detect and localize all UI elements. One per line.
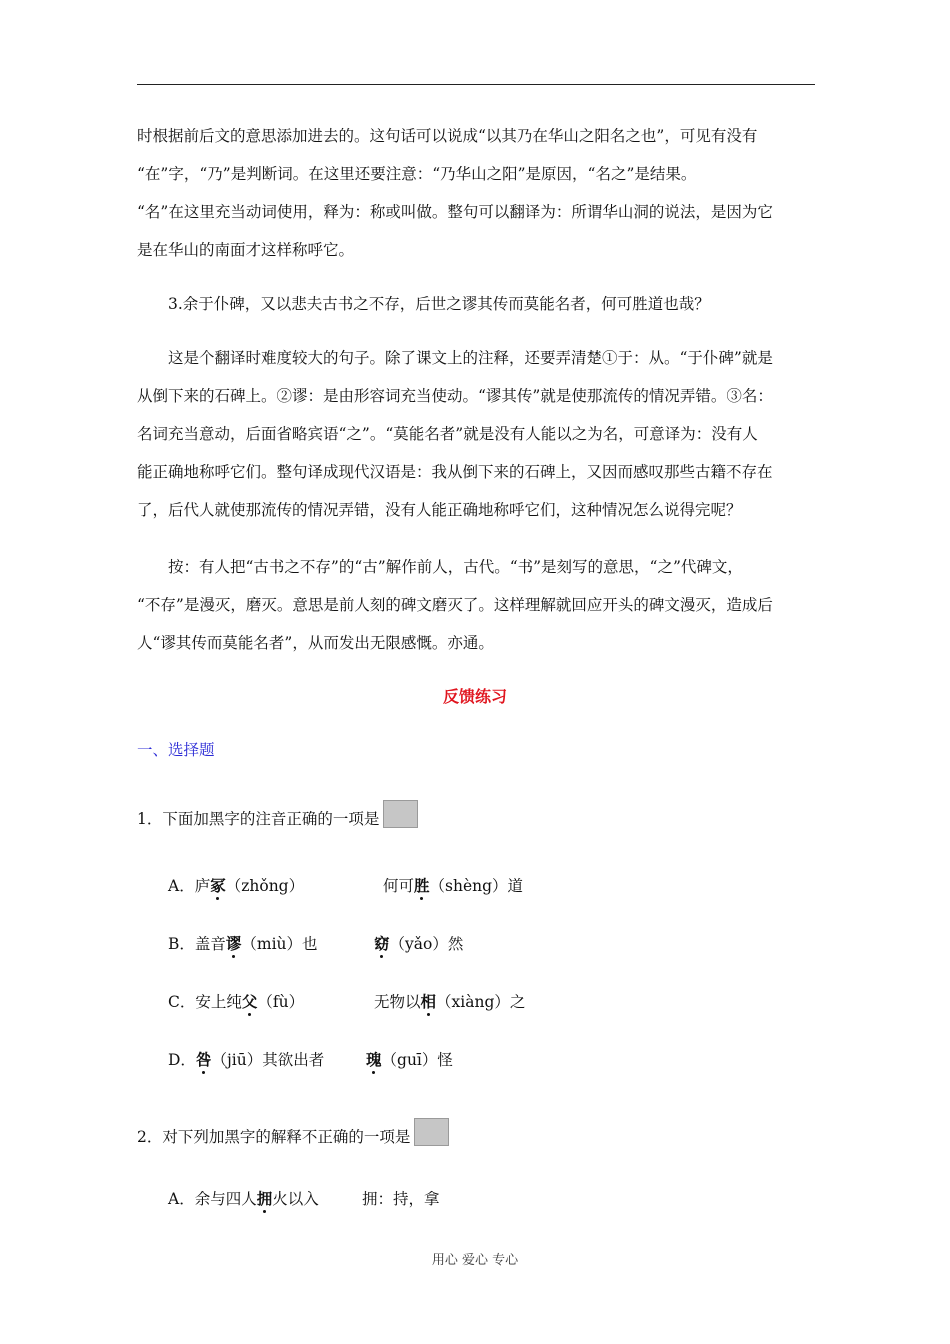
text-line: 这是个翻译时难度较大的句子。除了课文上的注释，还要弄清楚①于：从。“于仆碑”就是	[168, 349, 773, 367]
question-stem: 2．对下列加黑字的解释不正确的一项是	[137, 1128, 411, 1146]
option-c-part1	[168, 990, 304, 1012]
option-text: 火以入	[272, 1190, 319, 1208]
emphasized-char: 谬	[225, 934, 242, 953]
text-line: “在”字，“乃”是判断词。在这里还要注意：“乃华山之阳”是原因，“名之”是结果。	[137, 165, 697, 183]
option-c-part2	[374, 990, 525, 1012]
subsection-title: 一、选择题	[137, 741, 215, 759]
emphasized-char: 窈	[374, 934, 390, 953]
question-stem: 1．下面加黑字的注音正确的一项是	[137, 810, 380, 828]
header-rule	[137, 84, 815, 85]
option-text: B．盖音	[168, 935, 226, 953]
paragraph-note	[137, 548, 817, 662]
option-d-part2	[366, 1048, 453, 1070]
option-text: A．余与四人	[168, 1190, 257, 1208]
item-3-sentence	[137, 285, 848, 323]
option-text: （shèng）道	[429, 877, 524, 895]
text-line: 按：有人把“古书之不存”的“古”解作前人，古代。“书”是刻写的意思，“之”代碑文，	[168, 558, 743, 576]
paragraph-explanation-1	[137, 117, 817, 269]
emphasized-char: 咎	[195, 1050, 212, 1069]
text-line: 是在华山的南面才这样称呼它。	[137, 241, 355, 259]
option-b-part2	[374, 932, 463, 954]
option-text: （miù）也	[241, 935, 318, 953]
text-line: 从倒下来的石碑上。②谬：是由形容词充当使动。“谬其传”就是使那流传的情况弄错。③名：	[137, 387, 773, 405]
text-line: 了，后代人就使那流传的情况弄错，没有人能正确地称呼它们，这种情况怎么说得完呢？	[137, 501, 742, 519]
text-line: 能正确地称呼它们。整句译成现代汉语是：我从倒下来的石碑上，又因而感叹那些古籍不存在	[137, 463, 773, 481]
paragraph-explanation-2	[137, 339, 817, 529]
option-text: （jiū）其欲出者	[211, 1051, 325, 1069]
emphasized-char: 冢	[210, 876, 226, 895]
option-text: （fù）	[257, 993, 305, 1011]
emphasized-char: 父	[241, 992, 258, 1011]
question-2	[137, 1118, 449, 1147]
text-line: 名词充当意动，后面省略宾语“之”。“莫能名者”就是没有人能以之为名，可意译为：没有人	[137, 425, 758, 443]
option-text: C．安上纯	[168, 993, 242, 1011]
emphasized-char: 胜	[414, 876, 430, 895]
option-text: 拥：持，拿	[362, 1190, 440, 1208]
option-a-part1	[168, 874, 304, 896]
text-line: 时根据前后文的意思添加进去的。这句话可以说成“以其乃在华山之阳名之也”，可见有没有	[137, 127, 758, 145]
option-text: A．庐	[168, 877, 211, 895]
option-text: 无物以	[374, 993, 421, 1011]
text-line: “名”在这里充当动词使用，释为：称或叫做。整句可以翻译为：所谓华山洞的说法，是因为它	[137, 203, 773, 221]
emphasized-char: 拥	[256, 1189, 273, 1208]
option-text: 何可	[383, 877, 415, 895]
option-d-part1	[168, 1048, 324, 1070]
text-line: 3.余于仆碑，又以悲夫古书之不存，后世之谬其传而莫能名者，何可胜道也哉？	[168, 295, 710, 313]
option-text: （xiàng）之	[436, 993, 526, 1011]
q2-option-a-part2	[362, 1187, 440, 1209]
option-text: （yǎo）然	[389, 935, 464, 953]
emphasized-char: 相	[420, 992, 437, 1011]
text-line: 人“谬其传而莫能名者”，从而发出无限感慨。亦通。	[137, 634, 494, 652]
option-text: （guī）怪	[381, 1051, 453, 1069]
option-text: D．	[168, 1051, 196, 1069]
q2-option-a-part1	[168, 1187, 319, 1209]
section-title: 反馈练习	[442, 687, 507, 706]
option-text: （zhǒng）	[225, 877, 305, 895]
answer-box[interactable]	[414, 1118, 449, 1146]
option-b-part1	[168, 932, 318, 954]
answer-box[interactable]	[383, 800, 418, 828]
question-1	[137, 800, 418, 829]
option-a-part2	[383, 874, 523, 896]
text-line: “不存”是漫灭，磨灭。意思是前人刻的碑文磨灭了。这样理解就回应开头的碑文漫灭，造成后	[137, 596, 773, 614]
emphasized-char: 瑰	[366, 1050, 382, 1069]
page-footer: 用心 爱心 专心	[431, 1253, 519, 1268]
